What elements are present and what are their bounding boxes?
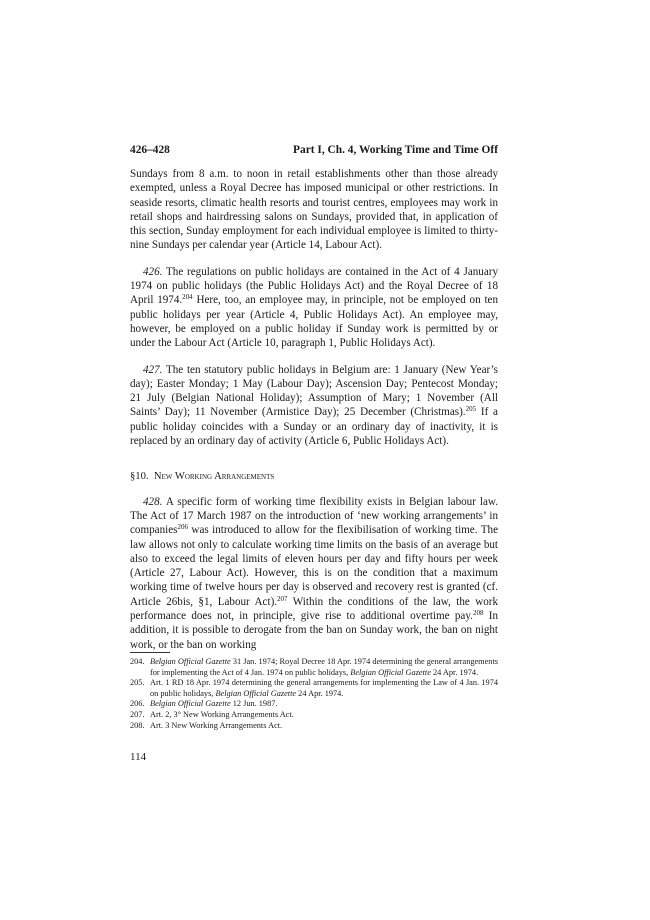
- paragraph-text: The ten statutory public holidays in Belgium are: 1 January (New Year’s day); Easter Monday; 1 May (Labour Day); Ascension Day; Pentecost Monday; 21 July (Belgian National Holiday); Assumption of Mary; 1 November (All Saints’ Day); 11 November (Armistice Day); 25 December (Christmas).: [130, 363, 499, 419]
- footnote-208: [130, 721, 498, 732]
- paragraph-text: Within the conditions of the law, the work performance does not, in principle, give rise to additional overtime pay.: [130, 595, 498, 623]
- chapter-title: Part I, Ch. 4, Working Time and Time Off: [293, 144, 498, 156]
- footnote-number: 206.: [130, 699, 145, 709]
- paragraph-text: Here, too, an employee may, in principle, not be employed on ten public holidays per year (Article 4, Public Holidays Act). An employee may, however, be employed on a public holiday if Sunday work is permitted by or under the Labour Act (Article 10, paragraph 1, Public Holidays Act).: [130, 294, 498, 350]
- footnote-italic: Belgian Official Gazette: [215, 688, 297, 698]
- paragraph-number: 427.: [143, 363, 163, 376]
- paragraph-range: 426–428: [130, 144, 170, 156]
- footnote-204: [130, 657, 498, 678]
- continuation-paragraph: Sundays from 8 a.m. to noon in retail establishments other than those already exempted, unless a Royal Decree has imposed municipal or other restrictions. In seaside resorts, climatic health resorts and tourist centres, employees may work in retail shops and hairdressing salons on Sundays, provided that, in application of this section, Sunday employment for each individual employee is limited to thirty-nine Sundays per calendar year (Article 14, Labour Act).: [130, 168, 498, 252]
- paragraph-428: [130, 495, 498, 652]
- paragraph-427: [130, 363, 498, 449]
- paragraph-number: 428.: [143, 495, 163, 508]
- footnote-italic: Belgian Official Gazette: [350, 667, 431, 677]
- main-text: [130, 167, 498, 664]
- paragraph-text: In addition, it is possible to derogate from the ban on Sunday work, the ban on night work, or the ban on working: [130, 610, 498, 651]
- footnote-ref: 205: [465, 405, 477, 414]
- paragraph-text: The regulations on public holidays are contained in the Act of 4 January 1974 on public holidays (the Public Holidays Act) and the Royal Decree of 18 April 1974.: [130, 265, 498, 307]
- footnote-206: [130, 699, 498, 710]
- section-title: New Working Arrangements: [153, 471, 275, 483]
- footnote-text: Art. 2, 3° New Working Arrangements Act.: [150, 709, 294, 719]
- section-heading: [130, 470, 498, 484]
- footnote-number: 205.: [130, 678, 145, 688]
- footnote-text: Art. 3 New Working Arrangements Act.: [150, 720, 283, 730]
- paragraph-text: A specific form of working time flexibility exists in Belgian labour law. The Act of 17 March 1987 on the introduction of ‘new working arrangements’ in companies: [130, 495, 498, 537]
- footnote-number: 204.: [130, 657, 145, 666]
- footnote-italic: Belgian Official Gazette: [150, 699, 231, 709]
- section-number: §10.: [130, 471, 149, 483]
- footnote-205: [130, 678, 498, 699]
- footnote-text: 24 Apr. 1974.: [296, 688, 344, 698]
- footnote-ref: 204: [182, 293, 193, 302]
- paragraph-text: was introduced to allow for the flexibilisation of working time. The law allows not only to calculate working time limits on the basis of an average but also to exceed the legal limits of eleven hours per day and fifty hours per week (Article 27, Labour Act). However, this is on the condition that a maximum working time of twelve hours per day is observed and recovery rest is granted (cf. Article 26bis, §1, Labour Act).: [130, 524, 498, 608]
- footnote-ref: 208: [472, 609, 484, 618]
- footnote-text: 24 Apr. 1974.: [430, 667, 479, 677]
- paragraph-number: 426.: [143, 265, 163, 278]
- footnote-ref: 207: [277, 594, 288, 603]
- footnote-207: [130, 710, 498, 721]
- footnote-text: Art. 1 RD 18 Apr. 1974 determining the general arrangements for implementing the Law of 4 Jan. 1974 on public holidays,: [150, 678, 498, 698]
- footnote-text: 12 Jun. 1987.: [230, 699, 278, 709]
- footnote-italic: Belgian Official Gazette: [150, 657, 231, 666]
- running-header: [130, 144, 498, 160]
- paragraph-text: If a public holiday coincides with a Sunday or an ordinary day of inactivity, it is replaced by an ordinary day of activity (Article 6, Public Holidays Act).: [130, 406, 498, 448]
- footnote-number: 208.: [130, 720, 145, 730]
- footnote-number: 207.: [130, 709, 145, 719]
- footnote-rule: [130, 652, 170, 653]
- page-number: 114: [130, 751, 147, 763]
- paragraph-426: [130, 265, 498, 351]
- footnote-text: 31 Jan. 1974; Royal Decree 18 Apr. 1974 determining the general arrangements for implementing the Act of 4 Jan. 1974 on public holidays,: [150, 657, 498, 677]
- footnotes: [130, 657, 498, 731]
- footnote-ref: 206: [177, 523, 188, 532]
